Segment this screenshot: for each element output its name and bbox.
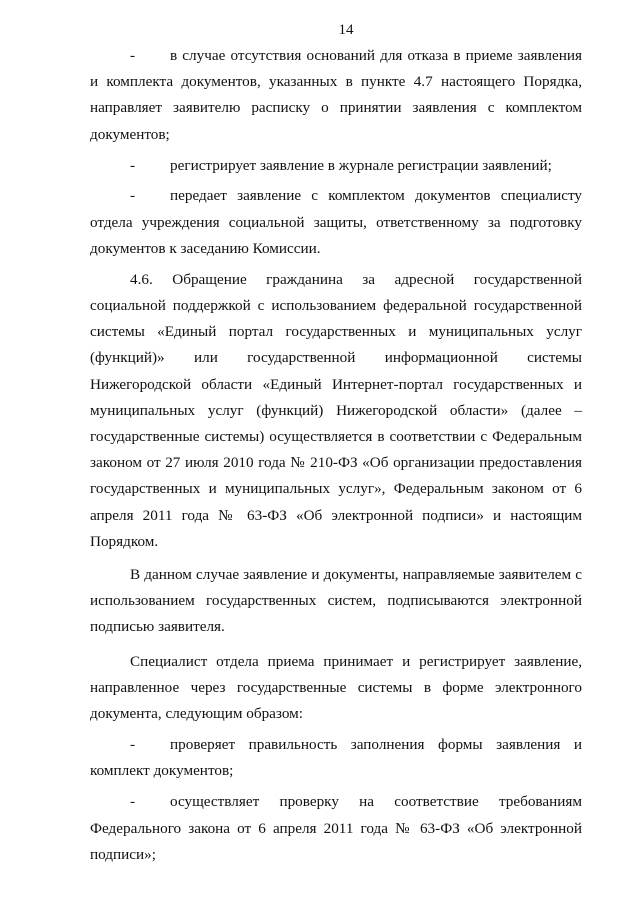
page-number: 14 <box>338 22 354 38</box>
list-item-dash-2 <box>90 153 582 179</box>
paragraph-text: в случае отсутствия оснований для отказа в приеме заявления и комплекта документов, указанных в пункте 4.7 настоящего Порядка, направляет заявителю расписку о принятии заявления с комплектом документов; <box>90 47 582 143</box>
dash-marker: - <box>130 793 136 811</box>
paragraph-4-6: 4.6. Обращение гражданина за адресной государственной социальной поддержкой с использованием федеральной государственной системы «Единый портал государственных и муниципальных услуг (функций)» или государственной информационной системы Нижегородской области «Единый Интернет-портал государственных и муниципальных услуг (функций) Нижегородской области» (далее – государственные системы) осуществляется в соответствии с Федеральным законом от 27 июля 2010 года № 210-ФЗ «Об организации предоставления государственных и муниципальных услуг», Федеральным законом от 6 апреля 2011 года № 63-ФЗ «Об электронной подписи» и настоящим Порядком. <box>90 270 582 550</box>
paragraph-electronic-signature: В данном случае заявление и документы, направляемые заявителем с использованием государственных систем, подписываются электронной подписью заявителя. <box>90 565 582 636</box>
list-item-dash-1 <box>90 43 582 148</box>
list-item-dash-5 <box>90 789 582 868</box>
paragraph-text: проверяет правильность заполнения формы заявления и комплект документов; <box>90 736 582 780</box>
dash-marker: - <box>130 736 136 754</box>
paragraph-text: передает заявление с комплектом документов специалисту отдела учреждения социальной защиты, ответственному за подготовку документов к заседанию Комиссии. <box>90 187 582 257</box>
paragraph-text: регистрирует заявление в журнале регистрации заявлений; <box>170 156 552 174</box>
dash-marker: - <box>130 187 136 205</box>
dash-marker: - <box>130 156 136 174</box>
document-body <box>90 43 582 869</box>
list-item-dash-3 <box>90 183 582 262</box>
paragraph-specialist: Специалист отдела приема принимает и регистрирует заявление, направленное через государственные системы в форме электронного документа, следующим образом: <box>90 652 582 723</box>
paragraph-text: осуществляет проверку на соответствие требованиям Федерального закона от 6 апреля 2011 года № 63-ФЗ «Об электронной подписи»; <box>90 793 582 863</box>
dash-marker: - <box>130 47 136 64</box>
list-item-dash-4 <box>90 732 582 784</box>
